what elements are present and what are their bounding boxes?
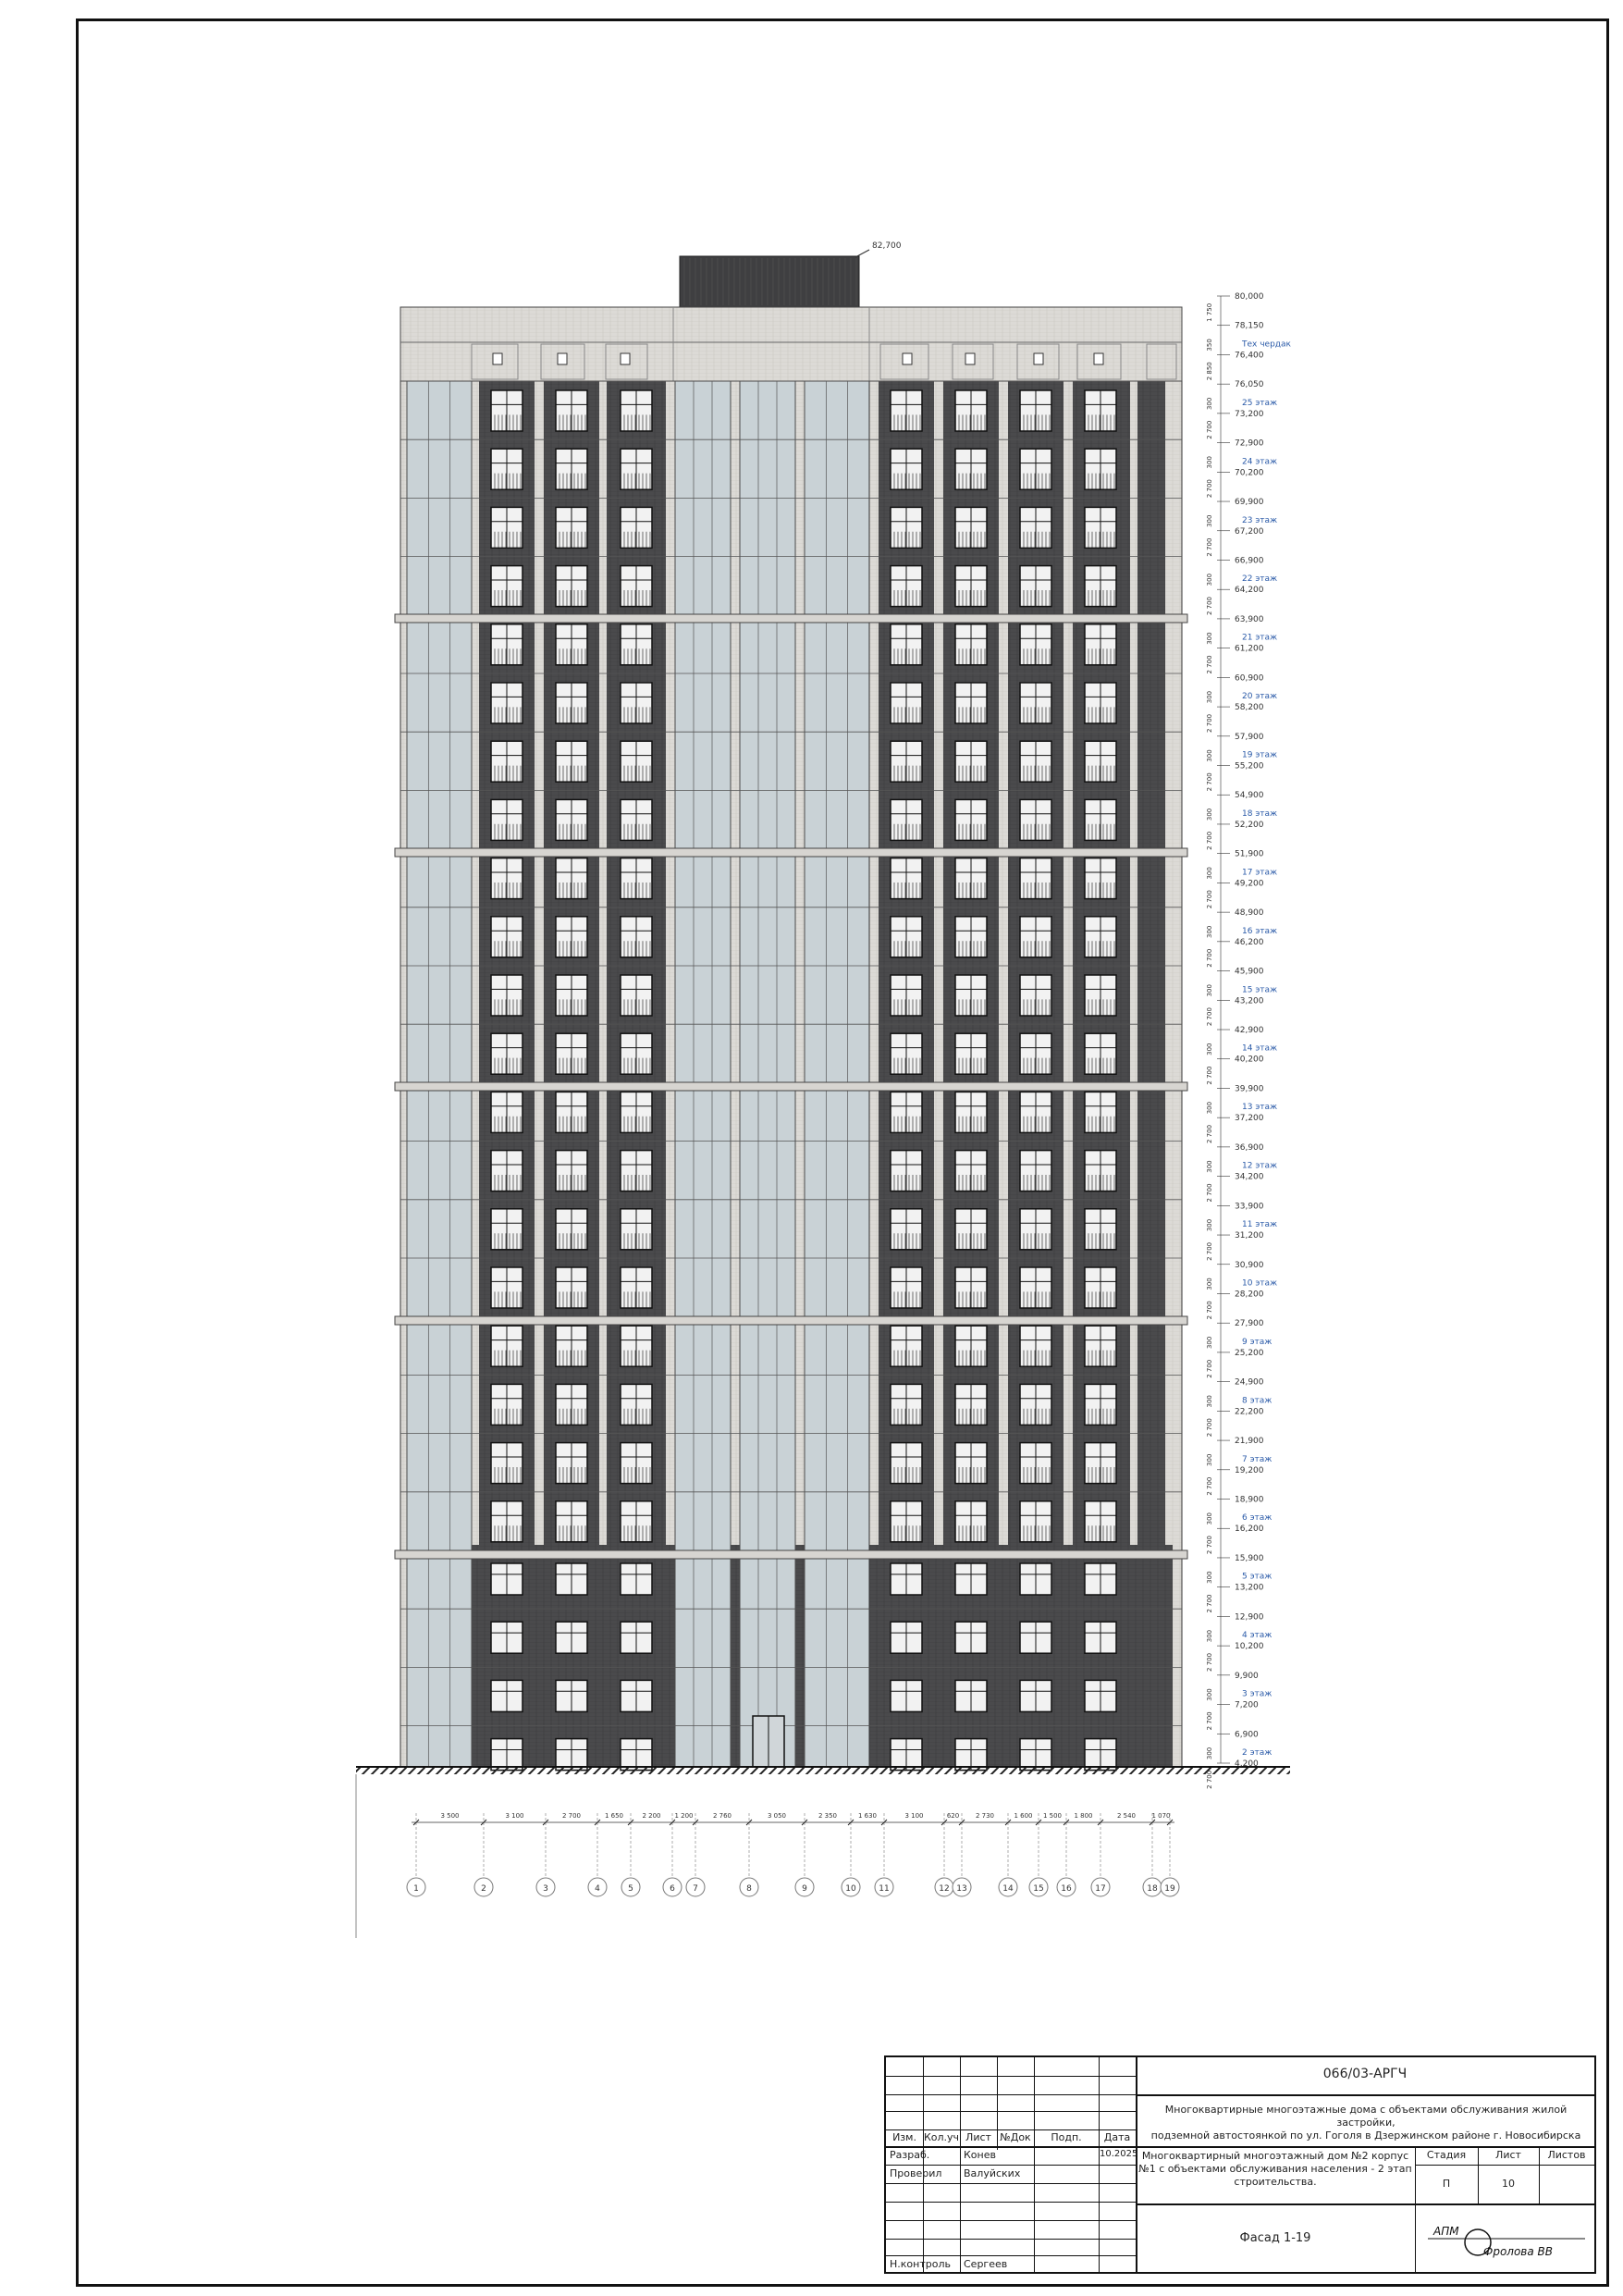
level-value: 18,900	[1235, 1495, 1264, 1505]
dark-pilaster	[1137, 381, 1165, 1545]
vertical-dimension: 300	[1206, 1747, 1213, 1760]
vertical-dimension: 2 700	[1206, 948, 1213, 968]
horizontal-dimension: 1 600	[1014, 1812, 1033, 1820]
attic-vent	[1034, 353, 1043, 364]
vertical-dimension: 2 700	[1206, 479, 1213, 499]
level-value: 45,900	[1235, 967, 1264, 977]
vertical-dimension: 2 700	[1206, 1007, 1213, 1027]
floor-label: 7 этаж	[1242, 1454, 1273, 1464]
vertical-dimension: 2 700	[1206, 1418, 1213, 1438]
floor-label: 4 этаж	[1242, 1631, 1273, 1641]
floor-label: 15 этаж	[1242, 985, 1278, 995]
level-value: 7,200	[1235, 1700, 1259, 1710]
stage-label: Стадия	[1426, 2149, 1467, 2161]
vertical-dimension: 2 700	[1206, 420, 1213, 439]
level-value: 36,900	[1235, 1142, 1264, 1153]
floor-label: 5 этаж	[1242, 1572, 1273, 1582]
dark-pilaster	[1073, 381, 1130, 1545]
level-value: 4,200	[1235, 1759, 1259, 1769]
floor-label: 23 этаж	[1242, 515, 1278, 525]
level-value: 28,200	[1235, 1290, 1264, 1300]
cornice-belt	[395, 848, 1187, 857]
horizontal-dimension: 620	[946, 1812, 960, 1820]
header-kol: Кол.уч	[923, 2131, 960, 2143]
header-ndok: №Док	[1000, 2131, 1031, 2143]
axis-label: 1	[413, 1884, 419, 1894]
sheet-value: 10	[1502, 2178, 1515, 2190]
attic-vent	[965, 353, 975, 364]
organization-logo	[1422, 2220, 1589, 2266]
vertical-dimension: 300	[1206, 690, 1213, 704]
level-value: 25,200	[1235, 1348, 1264, 1358]
level-value: 60,900	[1235, 673, 1264, 684]
axis-label: 7	[693, 1884, 698, 1894]
header-list: Лист	[965, 2131, 991, 2143]
header-data: Дата	[1103, 2131, 1131, 2143]
vertical-dimension: 2 700	[1206, 1183, 1213, 1203]
axis-label: 12	[939, 1884, 950, 1894]
stage-value: П	[1442, 2178, 1451, 2190]
floor-label: 22 этаж	[1242, 574, 1278, 585]
vertical-dimension: 2 700	[1206, 890, 1213, 909]
level-value: 64,200	[1235, 586, 1264, 596]
sheets-label: Листов	[1547, 2149, 1586, 2161]
cornice-belt	[395, 614, 1187, 623]
floor-label: 18 этаж	[1242, 809, 1278, 819]
level-value: 19,200	[1235, 1465, 1264, 1475]
horizontal-dimension: 2 200	[642, 1812, 661, 1820]
level-value: 70,200	[1235, 468, 1264, 478]
floor-label: 21 этаж	[1242, 633, 1278, 643]
vertical-dimension: 300	[1206, 514, 1213, 527]
vertical-dimension: 2 700	[1206, 1594, 1213, 1613]
level-value: 37,200	[1235, 1114, 1264, 1124]
axis-label: 8	[746, 1884, 752, 1894]
header-izm: Изм.	[892, 2131, 916, 2143]
level-value: 58,200	[1235, 703, 1264, 713]
vertical-dimension: 2 700	[1206, 1536, 1213, 1555]
vertical-dimension: 300	[1206, 1218, 1213, 1232]
axis-label: 14	[1002, 1884, 1014, 1894]
horizontal-dimension: 1 500	[1042, 1812, 1063, 1820]
sheet-label: Лист	[1495, 2149, 1521, 2161]
level-value: 39,900	[1235, 1084, 1264, 1094]
vertical-dimension: 2 700	[1206, 1301, 1213, 1320]
vertical-dimension: 2 850	[1206, 362, 1213, 381]
level-value: 34,200	[1235, 1172, 1264, 1182]
vertical-dimension: 300	[1206, 632, 1213, 645]
axis-label: 13	[956, 1884, 967, 1894]
floor-label: 16 этаж	[1242, 926, 1278, 936]
vertical-dimension: 2 700	[1206, 597, 1213, 616]
floor-label: 8 этаж	[1242, 1396, 1273, 1406]
floor-label: 19 этаж	[1242, 750, 1278, 760]
name-razrab: Конев	[964, 2149, 996, 2161]
level-value: 61,200	[1235, 644, 1264, 654]
floor-label: 6 этаж	[1242, 1513, 1273, 1524]
level-value: 76,400	[1235, 351, 1264, 361]
axis-label: 16	[1061, 1884, 1072, 1894]
vertical-dimension: 300	[1206, 1043, 1213, 1055]
document-code: 066/03-АРГЧ	[1322, 2067, 1408, 2081]
floor-label: 10 этаж	[1242, 1278, 1278, 1289]
level-value: 6,900	[1235, 1730, 1259, 1740]
axis-label: 19	[1164, 1884, 1175, 1894]
vertical-dimension: 2 700	[1206, 1476, 1213, 1496]
floor-label: 11 этаж	[1242, 1220, 1278, 1230]
floor-label: 25 этаж	[1242, 398, 1278, 408]
attic-vent	[1094, 353, 1103, 364]
attic-vent	[621, 353, 630, 364]
vertical-dimension: 300	[1206, 984, 1213, 997]
level-value: 24,900	[1235, 1377, 1264, 1388]
drawing-name: Фасад 1-19	[1239, 2231, 1311, 2245]
project-line-1: Многоквартирные многоэтажные дома с объектами обслуживания жилой застройки,	[1164, 2104, 1568, 2129]
axis-label: 5	[628, 1884, 633, 1894]
horizontal-dimension: 3 050	[767, 1812, 787, 1820]
level-value: 31,200	[1235, 1231, 1264, 1241]
vertical-dimension: 300	[1206, 808, 1213, 821]
level-value: 63,900	[1235, 614, 1264, 624]
level-value: 12,900	[1235, 1612, 1264, 1623]
vertical-dimension: 300	[1206, 397, 1213, 411]
level-value: 21,900	[1235, 1437, 1264, 1447]
vertical-dimension: 2 700	[1206, 1711, 1213, 1731]
top-mark-label: 82,700	[872, 241, 902, 251]
vertical-dimension: 2 700	[1206, 1066, 1213, 1085]
vertical-dimension: 300	[1206, 749, 1213, 762]
parapet	[400, 307, 1182, 342]
axis-label: 15	[1033, 1884, 1044, 1894]
level-value: 27,900	[1235, 1319, 1264, 1329]
role-razrab: Разраб.	[890, 2149, 930, 2161]
horizontal-dimension: 1 630	[857, 1812, 878, 1820]
horizontal-dimension: 2 350	[818, 1812, 838, 1820]
floor-label: 14 этаж	[1242, 1043, 1278, 1054]
cornice-belt	[395, 1550, 1187, 1559]
floor-label: Тех чердак	[1242, 339, 1291, 350]
level-value: 49,200	[1235, 879, 1264, 889]
level-value: 73,200	[1235, 409, 1264, 419]
ground-hatch	[356, 1767, 1290, 1774]
vertical-dimension: 2 700	[1206, 831, 1213, 850]
logo-text-name: Фролова ВВ	[1483, 2245, 1554, 2258]
level-value: 54,900	[1235, 791, 1264, 801]
dark-pilaster	[1008, 381, 1064, 1545]
vertical-dimension: 350	[1206, 339, 1213, 352]
horizontal-dimension: 3 100	[904, 1812, 924, 1820]
level-value: 55,200	[1235, 761, 1264, 772]
dark-pilaster	[879, 381, 934, 1545]
level-value: 40,200	[1235, 1055, 1264, 1065]
level-value: 57,900	[1235, 732, 1264, 742]
axis-label: 4	[595, 1884, 600, 1894]
floor-label: 17 этаж	[1242, 868, 1278, 878]
building-facade	[356, 256, 1290, 1938]
name-proveril: Валуйских	[964, 2167, 1021, 2179]
logo-mark-icon	[1422, 2220, 1589, 2266]
horizontal-dimension: 1 800	[1074, 1812, 1093, 1820]
project-name	[1141, 2104, 1591, 2142]
level-value: 80,000	[1235, 292, 1264, 302]
header-podp: Подп.	[1051, 2131, 1082, 2143]
vertical-dimension: 2 700	[1206, 772, 1213, 792]
horizontal-dimension: 2 730	[975, 1812, 995, 1820]
attic-vent	[903, 353, 912, 364]
level-value: 72,900	[1235, 438, 1264, 449]
level-value: 33,900	[1235, 1202, 1264, 1212]
vertical-dimension: 2 700	[1206, 537, 1213, 557]
vertical-dimension: 300	[1206, 1571, 1213, 1584]
dark-pilaster	[607, 381, 666, 1545]
floor-label: 2 этаж	[1242, 1748, 1273, 1758]
vertical-dimension: 2 700	[1206, 1770, 1213, 1789]
name-nkontrol: Сергеев	[964, 2258, 1008, 2270]
level-value: 66,900	[1235, 556, 1264, 566]
axis-label: 9	[802, 1884, 807, 1894]
logo-text-apm: АПМ	[1433, 2225, 1459, 2238]
vertical-dimension: 2 700	[1206, 655, 1213, 674]
dark-pilaster	[943, 381, 999, 1545]
horizontal-dimension: 3 500	[440, 1812, 460, 1820]
vertical-dimension: 300	[1206, 1629, 1213, 1643]
horizontal-dimension: 2 700	[561, 1812, 582, 1820]
level-value: 67,200	[1235, 526, 1264, 537]
level-value: 13,200	[1235, 1583, 1264, 1593]
horizontal-dimension: 1 200	[674, 1812, 694, 1820]
top-mark-leader	[855, 250, 869, 257]
horizontal-dimension: 2 540	[1116, 1812, 1137, 1820]
vertical-dimension: 2 700	[1206, 1124, 1213, 1144]
level-value: 69,900	[1235, 498, 1264, 508]
vertical-dimension: 300	[1206, 1395, 1213, 1408]
level-value: 76,050	[1235, 380, 1264, 390]
vertical-dimension: 300	[1206, 1278, 1213, 1290]
axis-label: 3	[543, 1884, 548, 1894]
floor-label: 13 этаж	[1242, 1103, 1278, 1113]
level-value: 16,200	[1235, 1524, 1264, 1535]
axis-label: 2	[481, 1884, 486, 1894]
axis-label: 6	[670, 1884, 675, 1894]
horizontal-dimension: 3 100	[505, 1812, 524, 1820]
dark-pilaster	[544, 381, 599, 1545]
role-nkontrol: Н.контроль	[890, 2258, 951, 2270]
floor-label: 12 этаж	[1242, 1161, 1278, 1171]
vertical-dimension: 300	[1206, 867, 1213, 880]
role-proveril: Проверил	[890, 2167, 942, 2179]
level-value: 15,900	[1235, 1553, 1264, 1563]
cornice-belt	[395, 1082, 1187, 1091]
vertical-dimension: 300	[1206, 1160, 1213, 1173]
level-value: 43,200	[1235, 996, 1264, 1006]
vertical-dimension: 300	[1206, 925, 1213, 938]
level-value: 78,150	[1235, 321, 1264, 331]
axis-label: 18	[1147, 1884, 1158, 1894]
horizontal-dimension: 1 070	[1151, 1812, 1171, 1820]
floor-label: 9 этаж	[1242, 1337, 1273, 1347]
axis-label: 17	[1095, 1884, 1106, 1894]
vertical-dimension: 300	[1206, 1512, 1213, 1525]
floor-label: 24 этаж	[1242, 457, 1278, 467]
vertical-dimension: 300	[1206, 1453, 1213, 1466]
attic-vent	[558, 353, 567, 364]
level-value: 51,900	[1235, 849, 1264, 859]
horizontal-dimension: 1 650	[604, 1812, 624, 1820]
date-razrab: 10.2025	[1100, 2149, 1138, 2159]
level-value: 9,900	[1235, 1671, 1259, 1681]
project-line-2: подземной автостоянкой по ул. Гоголя в Дзержинском районе г. Новосибирска	[1150, 2129, 1581, 2142]
axis-label: 11	[879, 1884, 890, 1894]
vertical-dimension: 300	[1206, 1101, 1213, 1115]
vertical-dimension: 300	[1206, 456, 1213, 469]
vertical-dimension: 300	[1206, 1688, 1213, 1701]
attic-vent	[493, 353, 502, 364]
level-value: 10,200	[1235, 1642, 1264, 1652]
dark-pilaster	[479, 381, 535, 1545]
cornice-belt	[395, 1316, 1187, 1325]
vertical-dimension: 300	[1206, 1336, 1213, 1350]
vertical-dimension: 300	[1206, 573, 1213, 586]
vertical-dimension: 2 700	[1206, 1241, 1213, 1261]
floor-label: 3 этаж	[1242, 1689, 1273, 1699]
vertical-dimension: 1 750	[1206, 302, 1213, 322]
level-value: 30,900	[1235, 1260, 1264, 1270]
floor-label: 20 этаж	[1242, 692, 1278, 702]
object-name: Многоквартирный многоэтажный дом №2 корпус №1 с объектами обслуживания населения - 2 этап строительства.	[1138, 2150, 1412, 2188]
level-value: 52,200	[1235, 820, 1264, 830]
horizontal-dimension: 2 760	[712, 1812, 732, 1820]
level-value: 48,900	[1235, 908, 1264, 919]
vertical-dimension: 2 700	[1206, 1359, 1213, 1378]
level-value: 42,900	[1235, 1026, 1264, 1035]
title-block	[884, 2055, 1596, 2274]
level-value: 22,200	[1235, 1407, 1264, 1417]
vertical-dimension: 2 700	[1206, 713, 1213, 733]
level-value: 46,200	[1235, 937, 1264, 947]
axis-label: 10	[845, 1884, 856, 1894]
vertical-dimension: 2 700	[1206, 1652, 1213, 1672]
